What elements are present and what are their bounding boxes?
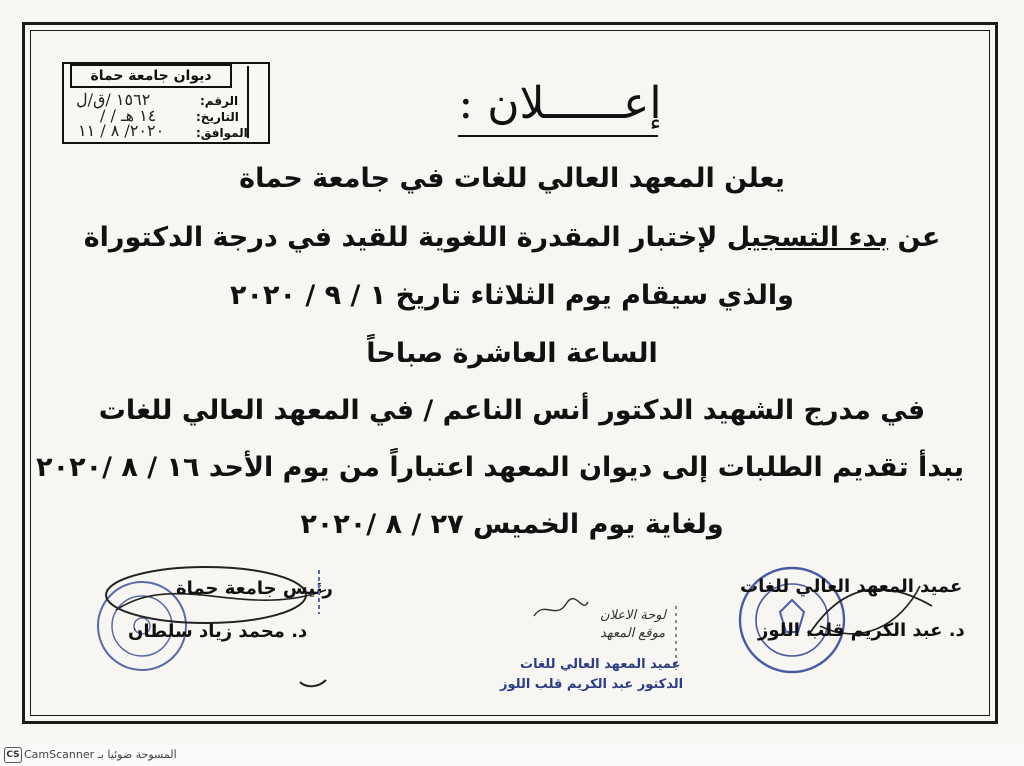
- center-stamp-line-2: الدكتور عبد الكريم قلب اللوز: [500, 677, 684, 692]
- camscanner-logo-icon: CS: [4, 747, 22, 763]
- stamp-date-label: التاريخ:: [196, 110, 239, 124]
- line-2-start: عن: [888, 222, 941, 253]
- center-date-mark: [666, 602, 686, 674]
- right-signature-name: د. عبد الكريم قلب اللوز: [758, 620, 965, 641]
- stamp-number-value: ١٥٦٢ /ق/ل: [76, 90, 151, 109]
- left-initial-mark: [296, 674, 330, 690]
- stamp-corr-label: الموافق:: [196, 126, 248, 140]
- announcement-line-7: ولغاية يوم الخميس ٢٧ / ٨ /٢٠٢٠: [300, 509, 724, 540]
- announcement-title: إعــــــلان :: [458, 78, 662, 129]
- announcement-line-4: الساعة العاشرة صباحاً: [366, 338, 658, 369]
- line-2-underlined: بدء التسجيل: [726, 222, 889, 253]
- right-signature-title: عميد المعهد العالي للغات: [740, 576, 963, 597]
- center-stamp-line-1: عميد المعهد العالي للغات: [520, 657, 681, 672]
- line-2-end: لإختبار المقدرة اللغوية للقيد في درجة الدكتوراة: [83, 222, 727, 253]
- announcement-line-6: يبدأ تقديم الطلبات إلى ديوان المعهد اعتباراً من يوم الأحد ١٦ / ٨ /٢٠٢٠: [36, 452, 964, 483]
- left-signature-title: رئيس جامعة حماة: [176, 578, 333, 599]
- camscanner-label: CamScanner المسوحة ضوئيا بـ: [24, 748, 177, 761]
- handwritten-note-line-2: موقع المعهد: [600, 626, 666, 641]
- stamp-date-value: / / ١٤ هـ: [100, 106, 157, 125]
- announcement-line-1: يعلن المعهد العالي للغات في جامعة حماة: [239, 163, 785, 194]
- title-underline: [458, 135, 658, 137]
- announcement-line-3: والذي سيقام يوم الثلاثاء تاريخ ١ / ٩ / ٢٠٢٠: [230, 280, 794, 311]
- center-scribble: [530, 596, 590, 622]
- announcement-line-5: في مدرج الشهيد الدكتور أنس الناعم / في المعهد العالي للغات: [98, 395, 926, 426]
- stamp-number-label: الرقم:: [200, 94, 239, 108]
- stamp-heading: ديوان جامعة حماة: [70, 64, 232, 88]
- handwritten-note-line-1: لوحة الاعلان: [600, 608, 666, 623]
- left-signature-name: د. محمد زياد سلطان: [128, 621, 308, 642]
- stamp-side-strip: [247, 66, 267, 138]
- stamp-corr-value: ٢٠٢٠/ ٨ / ١١: [78, 121, 165, 140]
- announcement-line-2: [60, 222, 964, 253]
- center-vertical-mark: [308, 566, 330, 618]
